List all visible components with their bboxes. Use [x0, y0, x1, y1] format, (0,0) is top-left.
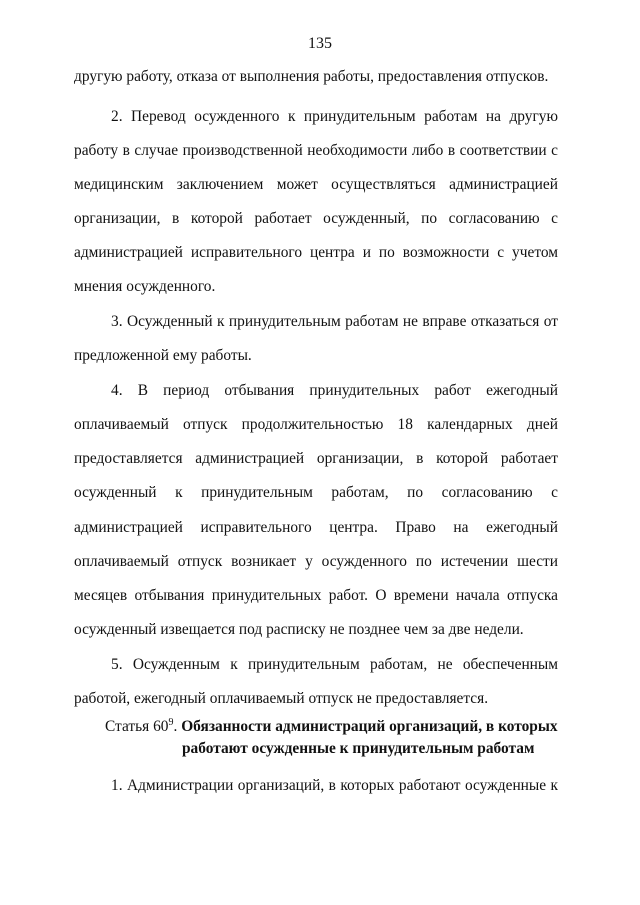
text-line: работу в случае производственной необходимости либо в соответствии с — [74, 142, 558, 159]
page-number: 135 — [308, 35, 332, 52]
text-line: оплачиваемый отпуск продолжительностью 18 календарных дней — [74, 416, 558, 433]
text-line: 3. Осужденный к принудительным работам не вправе отказаться от — [111, 313, 558, 330]
article-title-line-2: работают осужденные к принудительным работам — [182, 740, 535, 757]
article-title-line-1: Обязанности администраций организаций, в которых — [181, 718, 558, 735]
text-line: предложенной ему работы. — [74, 347, 252, 364]
text-line: мнения осужденного. — [74, 278, 216, 295]
text-line: администрацией исправительного центра и по возможности с учетом — [74, 244, 558, 261]
article-prefix: Статья 60 — [105, 718, 169, 735]
text-line: 5. Осужденным к принудительным работам, не обеспеченным — [111, 656, 558, 673]
text-line: другую работу, отказа от выполнения работы, предоставления отпусков. — [74, 68, 549, 85]
article-paragraph-1 — [74, 769, 558, 804]
text-line: 1. Администрации организаций, в которых работают осужденные к — [111, 777, 558, 794]
text-line: медицинским заключением может осуществляться администрацией — [74, 176, 558, 193]
text-line: месяцев отбывания принудительных работ. О времени начала отпуска — [74, 587, 558, 604]
article-heading-line-1 — [74, 716, 558, 738]
text-line: оплачиваемый отпуск возникает у осужденного по истечении шести — [74, 553, 558, 570]
text-line: осужденный к принудительным работам, по согласованию с — [74, 484, 558, 501]
text-line: осужденный извещается под расписку не позднее чем за две недели. — [74, 621, 524, 638]
text-line: работой, ежегодный оплачиваемый отпуск не предоставляется. — [74, 690, 489, 707]
article-superscript: 9 — [168, 716, 174, 728]
text-line: 4. В период отбывания принудительных работ ежегодный — [111, 382, 558, 399]
text-line: организации, в которой работает осужденный, по согласованию с — [74, 210, 558, 227]
text-line: 2. Перевод осужденного к принудительным работам на другую — [111, 108, 558, 125]
text-line: администрацией исправительного центра. Право на ежегодный — [74, 519, 558, 536]
article-heading — [74, 716, 558, 760]
article-period: . — [173, 718, 178, 735]
text-line: предоставляется администрацией организации, в которой работает — [74, 450, 558, 467]
